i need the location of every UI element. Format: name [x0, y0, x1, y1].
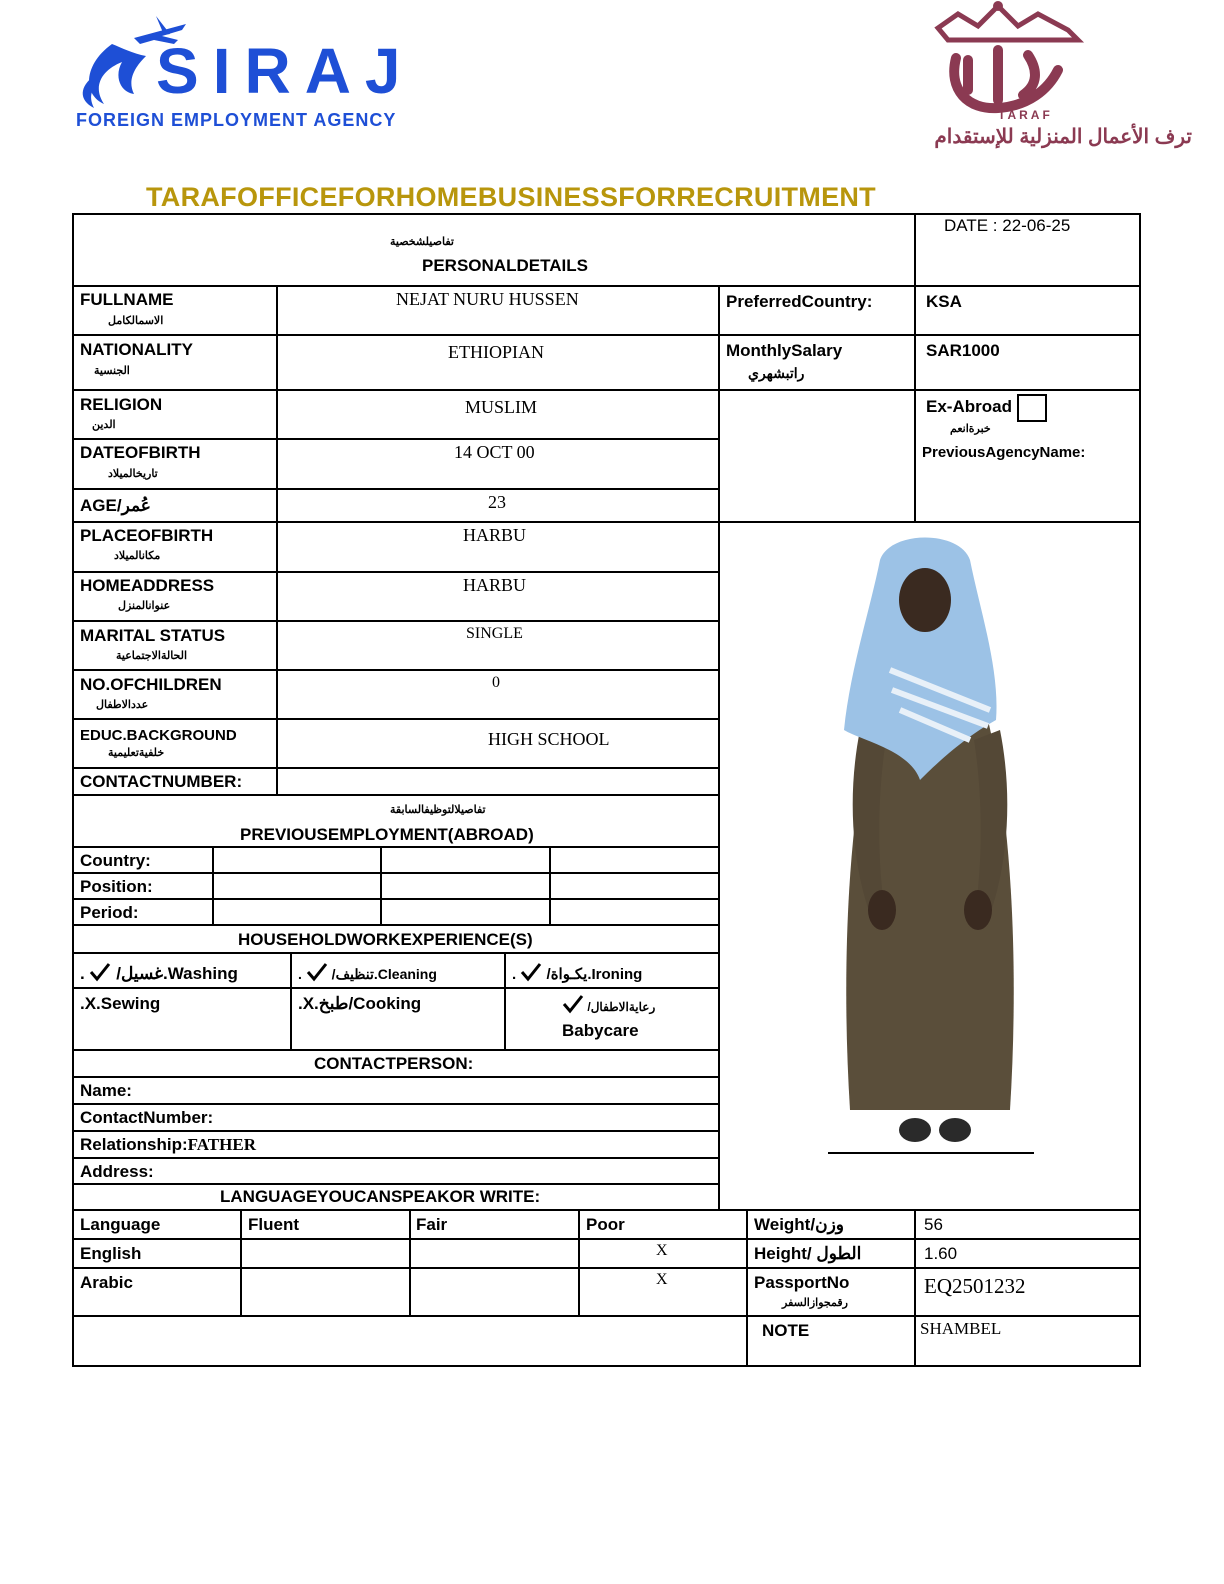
educ-label: EDUC.BACKGROUND — [80, 727, 237, 744]
household-title: HOUSEHOLDWORKEXPERIENCE(S) — [238, 930, 533, 949]
children-label-ar: عددالاطفال — [96, 699, 149, 711]
washing-dot: . — [80, 964, 85, 983]
cooking-label: .X.طبخ/Cooking — [298, 994, 422, 1013]
contact-number-person-label: ContactNumber: — [80, 1108, 214, 1127]
age-label: AGE/عُمر — [80, 496, 151, 515]
babycare-item — [562, 994, 655, 1017]
contact-number-label: CONTACTNUMBER: — [80, 772, 243, 791]
nationality-label: NATIONALITY — [80, 340, 194, 359]
ex-abroad-label: Ex-Abroad — [926, 397, 1012, 416]
cleaning-item — [298, 962, 437, 984]
previous-employment-title-ar: تفاصيلالتوظيفالسابقة — [390, 804, 486, 816]
educ-value: HIGH SCHOOL — [488, 729, 610, 749]
height-value: 1.60 — [924, 1244, 958, 1263]
crown-icon — [928, 0, 1108, 125]
dob-label-ar: تاريخالميلاد — [108, 468, 158, 480]
lang-header-fair: Fair — [416, 1215, 448, 1234]
passport-label: PassportNo — [754, 1273, 850, 1292]
dob-value: 14 OCT 00 — [454, 442, 535, 462]
children-label: NO.OFCHILDREN — [80, 675, 222, 694]
pob-value: HARBU — [463, 525, 527, 545]
language-title: LANGUAGEYOUCANSPEAKOR WRITE: — [220, 1187, 541, 1206]
height-label: Height/ الطول — [754, 1244, 862, 1263]
lang-arabic-poor: X — [656, 1271, 668, 1288]
main-title: TARAFOFFICEFORHOMEBUSINESSFORRECRUITMENT — [146, 182, 876, 212]
marital-status-label-ar: الحالةالاجتماعية — [116, 650, 188, 662]
children-value: 0 — [492, 674, 500, 691]
personal-details-title-ar: تفاصيلشخصية — [390, 236, 454, 248]
weight-label: Weight/وزن — [754, 1215, 844, 1234]
taraf-arabic-name: ترف الأعمال المنزلية للإستقدام — [934, 126, 1192, 148]
contact-address-label: Address: — [80, 1162, 154, 1181]
marital-status-label: MARITAL STATUS — [80, 626, 226, 645]
pob-label-ar: مكانالميلاد — [114, 550, 161, 562]
previous-employment-title: PREVIOUSEMPLOYMENT(ABROAD) — [240, 825, 534, 844]
checkmark-icon — [89, 962, 111, 982]
pob-label: PLACEOFBIRTH — [80, 526, 214, 545]
contact-name-label: Name: — [80, 1081, 132, 1100]
applicant-photo — [820, 530, 1040, 1160]
home-address-value: HARBU — [463, 575, 527, 595]
fullname-label-ar: الاسمالكامل — [108, 315, 164, 327]
lang-header-fluent: Fluent — [248, 1215, 299, 1234]
monthly-salary-label-ar: راتبشهري — [748, 365, 805, 381]
weight-value: 56 — [924, 1215, 943, 1234]
preferred-country-value: KSA — [926, 292, 962, 311]
person-photo-icon — [820, 530, 1040, 1160]
siraj-subtitle: FOREIGN EMPLOYMENT AGENCY — [76, 110, 397, 130]
religion-label-ar: الدين — [92, 419, 116, 431]
siraj-logo-text: SIRAJ — [156, 35, 415, 107]
ironing-item — [512, 962, 642, 985]
home-address-label: HOMEADDRESS — [80, 576, 215, 595]
personal-details-title: PERSONALDETAILS — [422, 256, 588, 275]
lang-header-poor: Poor — [586, 1215, 625, 1234]
home-address-label-ar: عنوانالمنزل — [118, 600, 171, 612]
fullname-value: NEJAT NURU HUSSEN — [396, 289, 579, 309]
sewing-label: .X.Sewing — [80, 994, 161, 1013]
preferred-country-label: PreferredCountry: — [726, 292, 873, 311]
note-label: NOTE — [762, 1321, 810, 1340]
ex-abroad-checkbox[interactable] — [1017, 394, 1047, 422]
cleaning-dot: . — [298, 966, 302, 982]
prev-country-label: Country: — [80, 851, 151, 870]
washing-label: /غسيل.Washing — [116, 964, 238, 983]
lang-arabic: Arabic — [80, 1273, 133, 1292]
passport-value: EQ2501232 — [924, 1274, 1026, 1298]
taraf-logo — [928, 0, 1108, 125]
marital-status-value: SINGLE — [466, 625, 523, 642]
contact-person-title: CONTACTPERSON: — [314, 1054, 474, 1073]
date-label: DATE : 22-06-25 — [944, 216, 1071, 235]
age-value: 23 — [488, 492, 506, 512]
lang-header-language: Language — [80, 1215, 161, 1234]
prev-period-label: Period: — [80, 903, 139, 922]
checkmark-icon — [306, 962, 328, 982]
checkmark-icon — [520, 962, 542, 982]
nationality-label-ar: الجنسية — [94, 365, 130, 377]
prev-position-label: Position: — [80, 877, 153, 896]
lang-english-poor: X — [656, 1242, 668, 1259]
educ-label-ar: خلفيةتعليمية — [108, 747, 165, 759]
nationality-value: ETHIOPIAN — [448, 342, 544, 362]
monthly-salary-label: MonthlySalary — [726, 341, 843, 360]
ex-abroad-label-ar: خبرةانعم — [950, 423, 991, 435]
checkmark-icon — [562, 994, 584, 1014]
fullname-label: FULLNAME — [80, 290, 174, 309]
taraf-logo-text: TARAF — [998, 108, 1053, 122]
washing-item — [80, 962, 238, 984]
relationship-key: Relationship: — [80, 1135, 188, 1154]
ironing-dot: . — [512, 966, 517, 983]
babycare-label: Babycare — [562, 1021, 639, 1040]
dob-label: DATEOFBIRTH — [80, 443, 201, 462]
previous-agency-label: PreviousAgencyName: — [922, 444, 1086, 461]
babycare-label-ar: /رعايةالاطفال — [587, 1000, 656, 1014]
note-value: SHAMBEL — [920, 1319, 1002, 1338]
ironing-label: /يكـواة.Ironing — [546, 966, 643, 983]
religion-value: MUSLIM — [465, 397, 538, 417]
lang-english: English — [80, 1244, 142, 1263]
religion-label: RELIGION — [80, 395, 163, 414]
cleaning-label: /تنظيف.Cleaning — [331, 966, 437, 982]
relationship-label — [80, 1135, 256, 1155]
relationship-value: FATHER — [187, 1135, 256, 1154]
passport-label-ar: رقمجوازالسفر — [782, 1297, 848, 1309]
photo-baseline — [828, 1152, 1034, 1154]
monthly-salary-value: SAR1000 — [926, 341, 1000, 360]
